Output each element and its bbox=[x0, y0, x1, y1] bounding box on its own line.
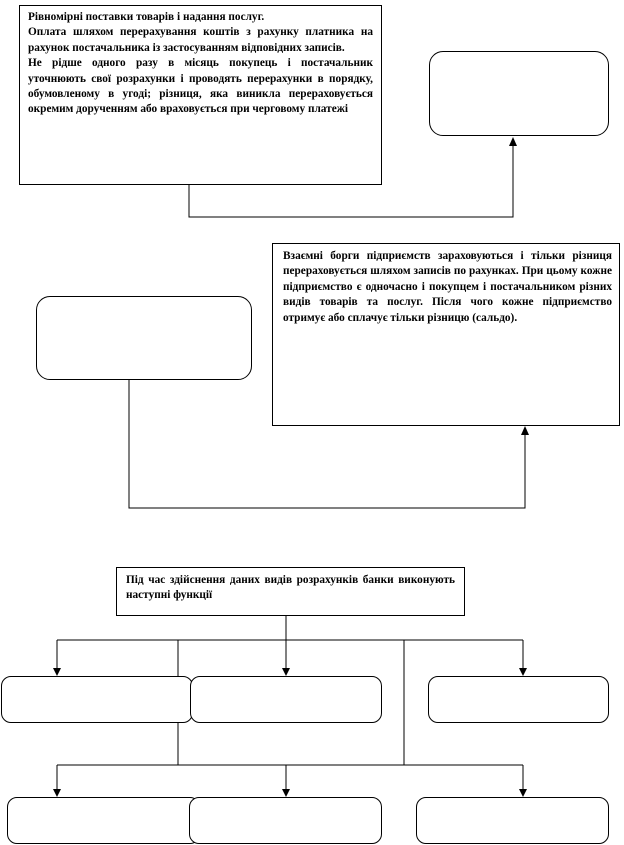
text-box-3-content: Під час здійснення даних видів розрахунків банки виконують наступні функції bbox=[126, 574, 455, 602]
text-box-2-content: Взаємні борги підприємств зараховуються і тільки різниця перераховується шляхом записів по рахунках. При цьому кожне підприємство є одночасно і покупцем і постачальником різних видів товарів та послуг. Після чого кожне підприємство отримує або сплачує тільки різницю (сальдо). bbox=[283, 250, 612, 324]
text-box-2 bbox=[272, 243, 620, 426]
function-box-3 bbox=[428, 676, 609, 723]
text-box-1 bbox=[19, 5, 382, 185]
function-box-4 bbox=[7, 797, 200, 844]
text-box-3 bbox=[116, 567, 465, 616]
empty-rounded-box-1 bbox=[429, 51, 609, 136]
function-box-6 bbox=[416, 797, 609, 844]
arrow-up-2 bbox=[521, 426, 529, 435]
text-box-1-content bbox=[28, 10, 373, 118]
text-box-1-line-3: Не рідше одного разу в місяць покупець і постачальник уточнюють свої розрахунки і проводять перерахунки в порядку, обумовленому в угоді; різниця, яка виникла перераховується окремим дорученням або враховується при черговому платежі bbox=[28, 57, 373, 116]
function-box-5 bbox=[189, 797, 382, 844]
text-box-1-line-2: Оплата шляхом перерахування коштів з рахунку платника на рахунок постачальника із застосуванням відповідних записів. bbox=[28, 26, 373, 54]
arrow-up-1 bbox=[509, 137, 517, 146]
function-box-2 bbox=[190, 676, 382, 723]
text-box-1-line-1: Рівномірні поставки товарів і надання послуг. bbox=[28, 11, 265, 23]
function-box-1 bbox=[1, 676, 193, 723]
empty-rounded-box-2 bbox=[36, 296, 252, 380]
